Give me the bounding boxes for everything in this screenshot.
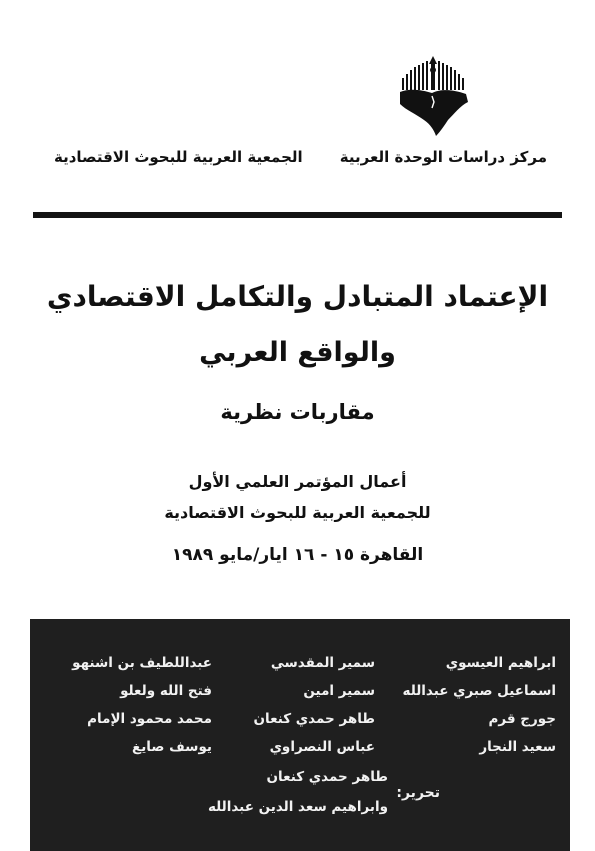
divider-rule bbox=[33, 212, 562, 218]
contributor-name: اسماعيل صبري عبدالله bbox=[402, 683, 556, 699]
conference-line-1: أعمال المؤتمر العلمي الأول bbox=[188, 472, 407, 491]
contributor-name: سمير المقدسي bbox=[270, 655, 375, 671]
contributor-name: ابراهيم العيسوي bbox=[445, 655, 556, 671]
contributors-column-right bbox=[403, 649, 556, 761]
editors-label: تحرير: bbox=[396, 785, 440, 801]
book-subtitle: مقاربات نظرية bbox=[220, 400, 375, 424]
contributor-name: عباس النصراوي bbox=[269, 739, 375, 755]
conference-line-2: للجمعية العربية للبحوث الاقتصادية bbox=[164, 503, 431, 522]
contributor-name: محمد محمود الإمام bbox=[87, 711, 212, 727]
contributor-name: فتح الله ولعلو bbox=[120, 683, 212, 699]
publisher-arab-unity-center: مركز دراسات الوحدة العربية bbox=[339, 148, 547, 166]
book-title-line-2: والواقع العربي bbox=[199, 337, 396, 368]
contributors-column-middle bbox=[254, 649, 375, 761]
arab-unity-center-logo-icon bbox=[396, 56, 472, 138]
contributor-name: عبداللطيف بن اشنهو bbox=[72, 655, 212, 671]
contributor-name: سمير امين bbox=[303, 683, 375, 699]
publisher-arab-economic-society: الجمعية العربية للبحوث الاقتصادية bbox=[54, 148, 303, 166]
contributor-name: سعيد النجار bbox=[479, 739, 556, 755]
editors-block bbox=[180, 769, 440, 839]
editor-name: طاهر حمدي كنعان bbox=[266, 769, 388, 785]
book-title-line-1: الإعتماد المتبادل والتكامل الاقتصادي bbox=[46, 280, 549, 313]
conference-date-line: القاهرة ١٥ - ١٦ ايار/مايو ١٩٨٩ bbox=[171, 545, 424, 565]
contributor-name: طاهر حمدي كنعان bbox=[253, 711, 375, 727]
contributors-panel bbox=[30, 619, 570, 851]
contributors-column-left bbox=[72, 649, 212, 761]
editor-name: وابراهيم سعد الدين عبدالله bbox=[207, 799, 388, 815]
contributor-name: جورج قرم bbox=[488, 711, 556, 727]
contributor-name: يوسف صايغ bbox=[132, 739, 212, 755]
